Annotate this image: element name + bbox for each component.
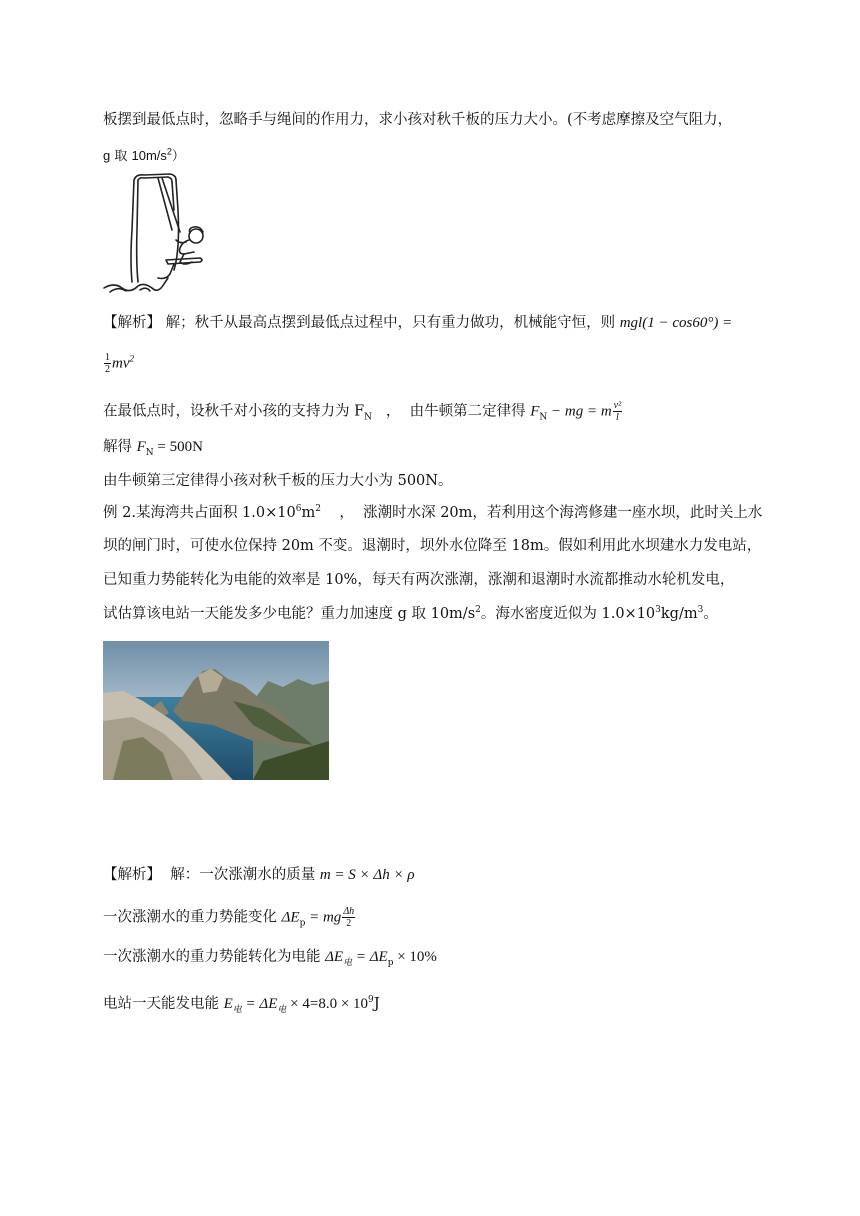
elec-sub-2: 电 — [232, 1003, 242, 1014]
bay-area-text: 例 2.某海湾共占面积 1.0×10 — [103, 505, 296, 521]
dam-text: 坝的闸门时，可使水位保持 20m 不变。退潮时，坝外水位降至 18m。假如利用此水坝建水力发电站， — [103, 538, 762, 554]
potential-change-text: 一次涨潮水的重力势能变化 — [103, 909, 282, 926]
force-symbol-2: F — [136, 439, 146, 455]
solution2-line3 — [103, 947, 437, 967]
swing-illustration — [100, 170, 212, 296]
newton-equation: − mg = m — [547, 403, 612, 420]
daily-eq: = ΔE — [241, 996, 278, 1012]
height-fraction — [342, 906, 355, 929]
solution1-tag: 【解析】 — [103, 315, 161, 331]
half-fraction — [104, 352, 111, 375]
result-500n: = 500N — [153, 439, 203, 455]
density-unit: kg/m — [660, 606, 698, 622]
v-exponent: 2 — [129, 353, 134, 364]
solution2-line4 — [103, 993, 380, 1014]
area-exp-2: 2 — [315, 504, 321, 515]
density-text: 。海水密度近似为 1.0×10 — [480, 606, 656, 622]
problem2-line4 — [103, 604, 718, 624]
area-unit: m — [301, 505, 316, 521]
l-symbol: l — [616, 412, 619, 423]
mass-equation: m = S × Δh × ρ — [319, 867, 415, 883]
third-law-text: 由牛顿第三定律得小孩对秋千板的压力大小为 500N。 — [103, 473, 453, 489]
g-close: ） — [171, 149, 185, 164]
estimate-text: 试估算该电站一天能发多少电能？重力加速度 g 取 10m/s — [103, 606, 476, 622]
ep-sub: p — [299, 918, 306, 929]
g-symbol: g — [103, 148, 111, 163]
elec-sub-3: 电 — [277, 1003, 287, 1014]
problem1-line2 — [103, 146, 185, 167]
conversion-eq: = ΔE — [352, 949, 388, 965]
half-denominator: 2 — [105, 364, 110, 375]
solution1-text: 解；秋千从最高点摆到最低点过程中，只有重力做功，机械能守恒，则 — [161, 315, 620, 331]
daily-result: × 4=8.0 × 10 — [286, 996, 369, 1012]
density-exp: 3 — [655, 605, 661, 616]
elec-sub: 电 — [343, 956, 353, 967]
two-denominator: 2 — [346, 918, 352, 929]
efficiency: × 10% — [393, 949, 437, 965]
delta-h: Δh — [343, 906, 355, 917]
newton-text: ， 由牛顿第二定律得 — [372, 403, 531, 420]
v-squared: v² — [613, 400, 622, 411]
solution1-line2 — [103, 352, 134, 375]
e-elec: E — [223, 996, 233, 1012]
force-symbol: F — [530, 403, 540, 420]
fn-sub-1: N — [364, 412, 373, 423]
p-sub: p — [387, 957, 394, 968]
solution1-line5 — [103, 471, 452, 491]
fn-sub-2: N — [539, 412, 548, 423]
g-text: 取 — [110, 149, 132, 164]
g-value: 10m/s — [131, 148, 167, 163]
efficiency-text: 已知重力势能转化为电能的效率是 10%，每天有两次涨潮，涨潮和退潮时水流都推动水轮机发电， — [103, 572, 735, 588]
delta-ep: ΔE — [281, 909, 300, 926]
solution2-tag: 【解析】 — [103, 867, 161, 883]
solution1-line3 — [103, 400, 623, 423]
area-exp-6: 6 — [295, 504, 302, 515]
half-numerator: 1 — [105, 352, 110, 363]
g-exponent: 2 — [166, 146, 172, 157]
volume-exp: 3 — [697, 605, 704, 616]
conversion-text: 一次涨潮水的重力势能转化为电能 — [103, 949, 326, 965]
solution2-line1 — [103, 865, 415, 885]
period: 。 — [703, 606, 718, 622]
problem2-line1 — [103, 503, 762, 523]
daily-energy-text: 电站一天能发电能 — [103, 996, 224, 1012]
kinetic-energy: mv — [112, 355, 130, 372]
potential-equation: = mg — [305, 909, 342, 926]
energy-equation: mgl(1 − cos60°) = — [619, 315, 733, 331]
solution1-line4 — [103, 437, 203, 457]
g-exp: 2 — [475, 605, 481, 616]
centripetal-fraction — [613, 400, 622, 423]
problem1-text-1: 板摆到最低点时，忽略手与绳间的作用力，求小孩对秋千板的压力大小。(不考虑摩擦及空气阻力， — [103, 112, 733, 128]
result-exp: 9 — [368, 995, 374, 1006]
support-force-text: 在最低点时，设秋千对小孩的支持力为 F — [103, 403, 365, 420]
delta-e-elec: ΔE — [325, 949, 344, 965]
solution1-line1 — [103, 313, 732, 333]
solve-text: 解得 — [103, 439, 137, 455]
tide-depth-text: ， 涨潮时水深 20m，若利用这个海湾修建一座水坝，此时关上水 — [320, 505, 763, 521]
problem2-line3 — [103, 570, 734, 590]
bay-photo — [103, 641, 329, 780]
mass-text: 解：一次涨潮水的质量 — [161, 867, 320, 883]
joule-unit: J — [373, 994, 380, 1012]
fn-sub-3: N — [145, 447, 154, 458]
problem2-line2 — [103, 536, 761, 556]
problem1-line1 — [103, 110, 732, 130]
solution2-line2 — [103, 906, 356, 929]
